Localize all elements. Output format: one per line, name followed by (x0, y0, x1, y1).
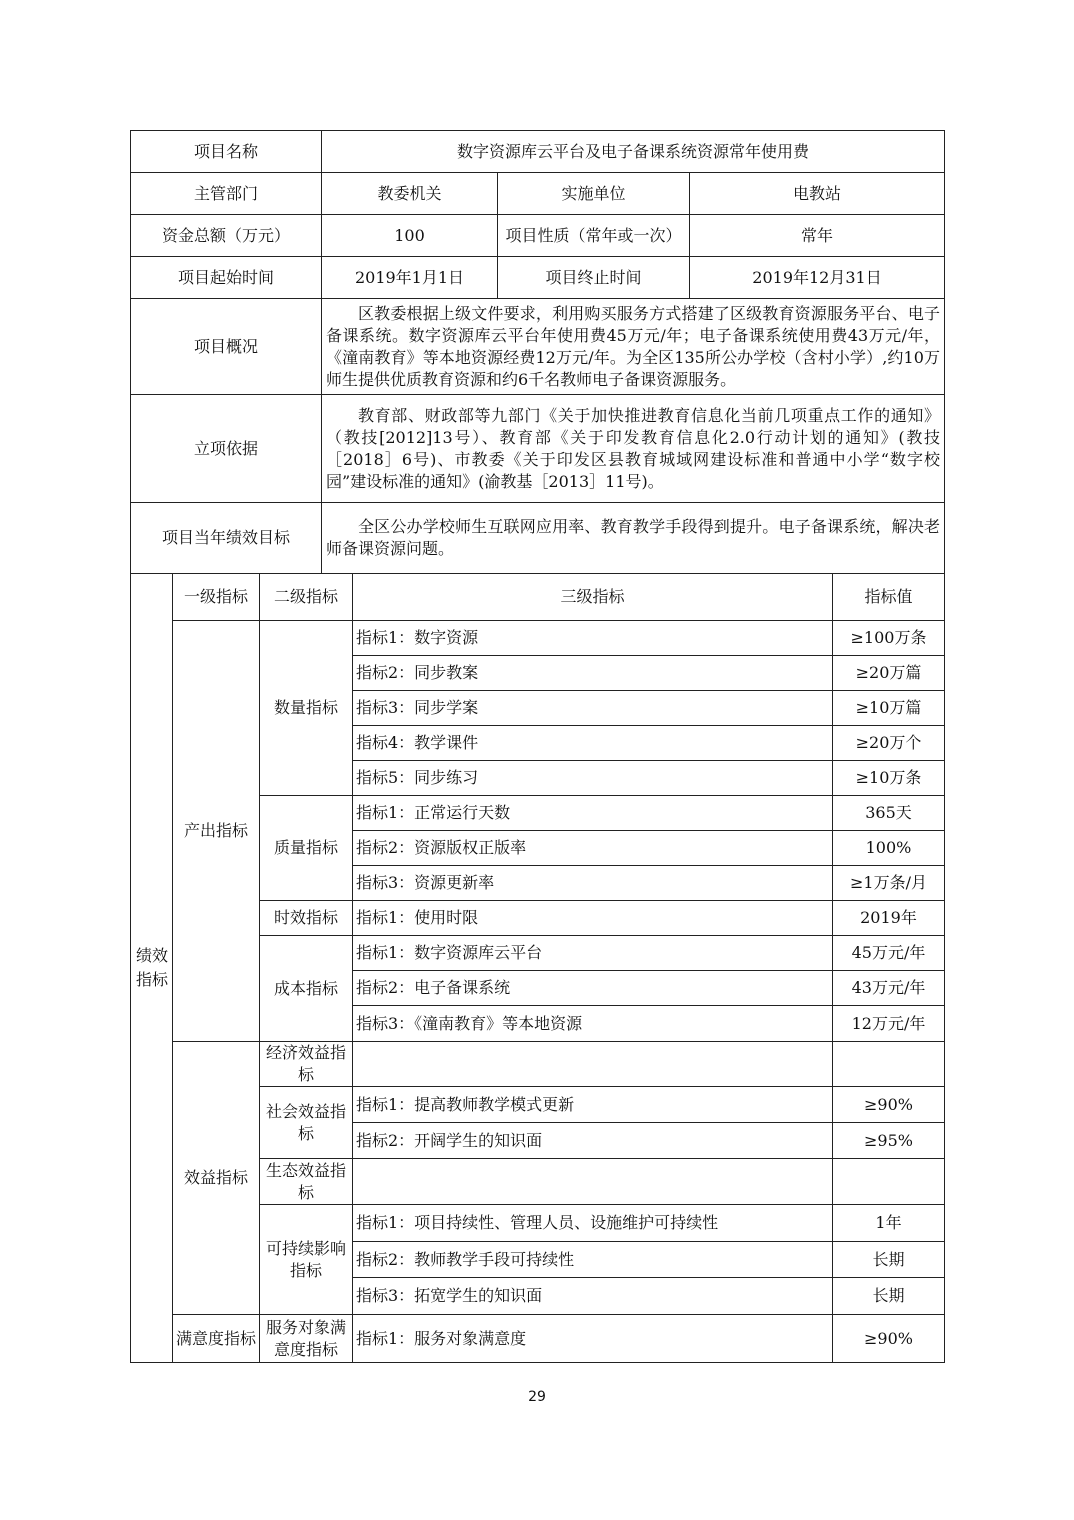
page-number: 29 (528, 1389, 546, 1405)
value-cell: ≥100万条 (833, 621, 945, 656)
end-value: 2019年12月31日 (690, 257, 945, 299)
indicator-cell: 指标1：数字资源库云平台 (353, 936, 833, 971)
nature-label: 项目性质（常年或一次） (498, 215, 690, 257)
value-cell: 1年 (833, 1205, 945, 1242)
basis-text: 教育部、财政部等九部门《关于加快推进教育信息化当前几项重点工作的通知》（教技[2012]13号）、教育部《关于印发教育信息化2.0行动计划的通知》(教技［2018］6号)、市教委《关于印发区县教育城域网建设标准和普通中小学“数字校园”建设标准的通知》(渝教基［2013］11号)。 (322, 395, 945, 503)
indicator-cell (353, 1042, 833, 1087)
output-label: 产出指标 (173, 621, 260, 1042)
col-header-value: 指标值 (833, 574, 945, 621)
perf-side-label: 绩效指标 (131, 574, 173, 1363)
economic-label: 经济效益指标 (260, 1042, 353, 1087)
start-label: 项目起始时间 (131, 257, 322, 299)
value-cell: ≥1万条/月 (833, 866, 945, 901)
project-name-label: 项目名称 (131, 131, 322, 173)
dept-label: 主管部门 (131, 173, 322, 215)
indicator-cell: 指标1：服务对象满意度 (353, 1315, 833, 1363)
project-info-table (130, 130, 945, 574)
performance-table (130, 573, 945, 1363)
quantity-label: 数量指标 (260, 621, 353, 796)
indicator-cell: 指标2：电子备课系统 (353, 971, 833, 1006)
value-cell: ≥20万个 (833, 726, 945, 761)
cost-label: 成本指标 (260, 936, 353, 1042)
value-cell: ≥10万条 (833, 761, 945, 796)
indicator-cell: 指标1：使用时限 (353, 901, 833, 936)
value-cell (833, 1042, 945, 1087)
indicator-cell: 指标2：资源版权正版率 (353, 831, 833, 866)
impl-value: 电教站 (690, 173, 945, 215)
end-label: 项目终止时间 (498, 257, 690, 299)
indicator-cell: 指标5：同步练习 (353, 761, 833, 796)
quality-label: 质量指标 (260, 796, 353, 901)
indicator-cell: 指标1：提高教师教学模式更新 (353, 1087, 833, 1123)
indicator-cell: 指标1：正常运行天数 (353, 796, 833, 831)
nature-value: 常年 (690, 215, 945, 257)
social-label: 社会效益指标 (260, 1087, 353, 1159)
value-cell: ≥95% (833, 1123, 945, 1159)
start-value: 2019年1月1日 (322, 257, 498, 299)
indicator-cell (353, 1159, 833, 1205)
indicator-cell: 指标3：《潼南教育》等本地资源 (353, 1006, 833, 1042)
value-cell: 365天 (833, 796, 945, 831)
overview-text: 区教委根据上级文件要求，利用购买服务方式搭建了区级教育资源服务平台、电子备课系统。数字资源库云平台年使用费45万元/年；电子备课系统使用费43万元/年，《潼南教育》等本地资源经费12万元/年。为全区135所公办学校（含村小学）,约10万师生提供优质教育资源和约6千名教师电子备课资源服务。 (322, 299, 945, 395)
value-cell (833, 1159, 945, 1205)
indicator-cell: 指标1：数字资源 (353, 621, 833, 656)
impl-label: 实施单位 (498, 173, 690, 215)
dept-value: 教委机关 (322, 173, 498, 215)
value-cell: ≥10万篇 (833, 691, 945, 726)
eco-label: 生态效益指标 (260, 1159, 353, 1205)
value-cell: 43万元/年 (833, 971, 945, 1006)
satisfaction-label: 满意度指标 (173, 1315, 260, 1363)
indicator-cell: 指标3：同步学案 (353, 691, 833, 726)
basis-label: 立项依据 (131, 395, 322, 503)
project-name-value: 数字资源库云平台及电子备课系统资源常年使用费 (322, 131, 945, 173)
value-cell: 100% (833, 831, 945, 866)
value-cell: 长期 (833, 1278, 945, 1315)
value-cell: 长期 (833, 1242, 945, 1278)
indicator-cell: 指标3：资源更新率 (353, 866, 833, 901)
sustain-label: 可持续影响指标 (260, 1205, 353, 1315)
value-cell: 45万元/年 (833, 936, 945, 971)
col-header-level3: 三级指标 (353, 574, 833, 621)
indicator-cell: 指标2：开阔学生的知识面 (353, 1123, 833, 1159)
indicator-cell: 指标2：同步教案 (353, 656, 833, 691)
col-header-level2: 二级指标 (260, 574, 353, 621)
indicator-cell: 指标4：教学课件 (353, 726, 833, 761)
goal-label: 项目当年绩效目标 (131, 503, 322, 574)
indicator-cell: 指标1：项目持续性、管理人员、设施维护可持续性 (353, 1205, 833, 1242)
value-cell: 2019年 (833, 901, 945, 936)
fund-label: 资金总额（万元） (131, 215, 322, 257)
indicator-cell: 指标3：拓宽学生的知识面 (353, 1278, 833, 1315)
overview-label: 项目概况 (131, 299, 322, 395)
value-cell: ≥90% (833, 1315, 945, 1363)
value-cell: 12万元/年 (833, 1006, 945, 1042)
service-label: 服务对象满意度指标 (260, 1315, 353, 1363)
value-cell: ≥90% (833, 1087, 945, 1123)
fund-value: 100 (322, 215, 498, 257)
timeliness-label: 时效指标 (260, 901, 353, 936)
col-header-level1: 一级指标 (173, 574, 260, 621)
benefit-label: 效益指标 (173, 1042, 260, 1315)
goal-text: 全区公办学校师生互联网应用率、教育教学手段得到提升。电子备课系统，解决老师备课资源问题。 (322, 503, 945, 574)
value-cell: ≥20万篇 (833, 656, 945, 691)
indicator-cell: 指标2：教师教学手段可持续性 (353, 1242, 833, 1278)
